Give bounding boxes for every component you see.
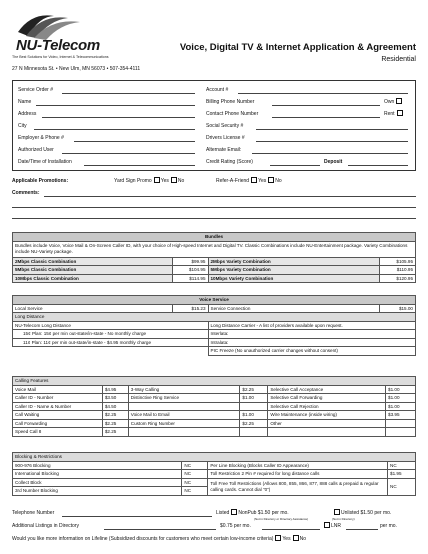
calling-feature-price	[386, 428, 416, 437]
calling-feature-name[interactable]: Other	[268, 419, 386, 428]
refer-no-checkbox[interactable]	[268, 177, 274, 183]
listed-option: Listed NonPub $1.50 per mo.	[216, 510, 289, 516]
table-row[interactable]: 5Mbps Classic Combination $104.95 5Mbps Variety Combination $110.95	[13, 266, 416, 275]
calling-feature-price: $1.00	[386, 385, 416, 394]
deposit-label: Deposit	[324, 159, 343, 165]
page-title: Voice, Digital TV & Internet Application & Agreement	[179, 42, 416, 53]
calling-feature-price	[240, 402, 268, 411]
calling-feature-name[interactable]	[128, 428, 240, 437]
table-row[interactable]	[13, 419, 416, 428]
plan-15c[interactable]: 15¢ Plan: 15¢ per min out-state/in-state - No monthly charge	[13, 330, 209, 339]
calling-feature-price: $1.00	[240, 394, 268, 403]
calling-feature-name[interactable]: Caller ID - Number	[13, 394, 103, 403]
company-address: 27 N Minnesota St. • New Ulm, MN 56073 • 507-354-4111	[12, 66, 141, 72]
install-date-label: Date/Time of Installation	[18, 159, 72, 165]
voice-service-table	[12, 295, 416, 356]
unlisted-option: Unlisted $1.50 per mo.	[332, 509, 391, 516]
calling-feature-name[interactable]: Call Forwarding	[13, 419, 103, 428]
calling-feature-price: $2.25	[240, 419, 268, 428]
logo-tagline: The Best Solutions for Video, Internet & Telecommunications	[12, 55, 109, 59]
table-row[interactable]: Local Service $15.23 Service Connection $15.00	[13, 304, 416, 313]
contact-phone-label: Contact Phone Number	[206, 111, 259, 117]
pic-freeze[interactable]: PIC Freeze (No unauthorized carrier changes without consent)	[208, 347, 415, 356]
authorized-user-label: Authorized User	[18, 147, 54, 153]
calling-feature-name[interactable]: Selective Call Acceptance	[268, 385, 386, 394]
calling-feature-name[interactable]: Custom Ring Number	[128, 419, 240, 428]
alternate-email-label: Alternate Email:	[206, 147, 242, 153]
table-row[interactable]: 900-976 Blocking NC Per Line Blocking (Blocks Caller ID Appearance) NC	[13, 461, 416, 470]
service-connection[interactable]: Service Connection	[208, 304, 380, 313]
table-row[interactable]: International Blocking NC Toll Restriction 2 Pin # required for long distance calls $1.95	[13, 470, 416, 479]
calling-feature-name[interactable]: Wire Maintenance (inside wiring)	[268, 411, 386, 420]
blocking-table	[12, 452, 416, 496]
additional-listings-label: Additional Listings in Directory	[12, 523, 79, 529]
calling-feature-name[interactable]: Distinctive Ring Service	[128, 394, 240, 403]
rent-option[interactable]: Rent	[384, 110, 404, 117]
calling-feature-name[interactable]: Voice Mail	[13, 385, 103, 394]
lnr-option: LNR	[322, 522, 341, 529]
ssn-label: Social Security #	[206, 123, 244, 129]
calling-feature-price: $3.95	[386, 411, 416, 420]
calling-features-table	[12, 376, 416, 437]
calling-feature-name[interactable]: Voice Mail to Email	[128, 411, 240, 420]
voice-service-header: Voice Service	[13, 296, 416, 305]
calling-feature-price: $3.50	[102, 394, 128, 403]
own-option[interactable]: Own	[384, 98, 403, 105]
bundles-table	[12, 232, 416, 283]
lifeline-no-checkbox[interactable]	[293, 535, 299, 541]
table-row[interactable]	[13, 402, 416, 411]
table-row[interactable]: 2Mbps Classic Combination $99.95 2Mbps Variety Combination $105.95	[13, 257, 416, 266]
calling-features-header: Calling Features	[13, 377, 416, 386]
lifeline-yes-checkbox[interactable]	[275, 535, 281, 541]
long-distance-header: Long Distance	[13, 313, 416, 322]
lnr-price: per mo.	[380, 523, 397, 529]
calling-feature-name[interactable]: 3-Way Calling	[128, 385, 240, 394]
calling-feature-name[interactable]	[128, 402, 240, 411]
calling-feature-price: $2.25	[102, 419, 128, 428]
rent-checkbox[interactable]	[397, 110, 403, 116]
table-row[interactable]: Collect Block NC Toll Free Toll Restrictions (Allows 800, 855, 866, 877, 888 calls & prepaid & regular calling cards. Cannot dial "0") NC	[13, 478, 416, 487]
calling-feature-name[interactable]: Speed Call 8	[13, 428, 103, 437]
service-order-label: Service Order #	[18, 87, 54, 93]
credit-rating-label: Credit Rating (Score)	[206, 159, 253, 165]
ld-carrier[interactable]: Long Distance Carrier - A list of providers available upon request.	[208, 321, 415, 330]
intralata-field[interactable]: Intralata:	[208, 338, 415, 347]
nonpub-note: (Not in Directory or Directory Assistance)	[254, 517, 309, 521]
calling-feature-name[interactable]	[268, 428, 386, 437]
calling-feature-price: $1.00	[240, 411, 268, 420]
unlisted-note: (Not in Directory)	[332, 517, 355, 521]
unlisted-checkbox[interactable]	[334, 509, 340, 515]
plan-11c[interactable]: 11¢ Plan: 11¢ per min out-state/in-state - $4.95 monthly charge	[13, 338, 209, 347]
nu-telecom-ld[interactable]: NU-Telecom Long Distance	[13, 321, 209, 330]
table-row[interactable]: 3rd Number Blocking NC	[13, 487, 416, 496]
table-row[interactable]: 10Mbps Classic Combination $114.95 10Mbps Variety Combination $120.95	[13, 274, 416, 283]
blocking-header: Blocking & Restrictions	[13, 453, 416, 462]
yard-yes-checkbox[interactable]	[154, 177, 160, 183]
table-row[interactable]	[13, 385, 416, 394]
lifeline-question: Would you like more information on Lifeline (Subsidized discounts for customers who meet certain low-income criteria) Yes No	[12, 536, 306, 542]
calling-feature-price: $2.25	[102, 428, 128, 437]
calling-feature-price	[240, 428, 268, 437]
table-row[interactable]	[13, 394, 416, 403]
logo-text: NU-Telecom	[16, 37, 100, 54]
yard-sign-promo: Yard Sign Promo Yes No	[114, 178, 185, 184]
calling-feature-name[interactable]: Selective Call Rejection	[268, 402, 386, 411]
bundles-description: Bundles include Voice, Voice Mail & On-Screen Caller ID, with your choice of High-speed Internet and Digital TV. Classic Combinations include NU-Entertainment package. Variety Combinations include NU-Variety package.	[13, 241, 416, 257]
additional-listings-price: $0.75 per mo.	[220, 523, 251, 529]
employer-label: Employer & Phone #	[18, 135, 64, 141]
interlata-field[interactable]: Interlata:	[208, 330, 415, 339]
calling-feature-price: $2.25	[102, 411, 128, 420]
page-subtitle: Residential	[381, 56, 416, 63]
calling-feature-name[interactable]: Selective Call Forwarding	[268, 394, 386, 403]
calling-feature-price: $2.25	[240, 385, 268, 394]
refer-yes-checkbox[interactable]	[251, 177, 257, 183]
promotions-label: Applicable Promotions:	[12, 178, 69, 184]
lnr-checkbox[interactable]	[324, 522, 330, 528]
comments-label: Comments:	[12, 190, 40, 196]
name-label: Name	[18, 99, 32, 105]
yard-no-checkbox[interactable]	[171, 177, 177, 183]
calling-feature-name[interactable]: Call Waiting	[13, 411, 103, 420]
telephone-number-label: Telephone Number	[12, 510, 55, 516]
drivers-license-label: Drivers License #	[206, 135, 245, 141]
calling-feature-price: $1.00	[386, 402, 416, 411]
refer-a-friend: Refer-A-Friend Yes No	[216, 178, 282, 184]
calling-feature-name[interactable]: Caller ID - Name & Number	[13, 402, 103, 411]
table-row[interactable]	[13, 428, 416, 437]
calling-feature-price	[386, 419, 416, 428]
bundles-header: Bundles	[13, 233, 416, 242]
billing-phone-label: Billing Phone Number	[206, 99, 255, 105]
calling-feature-price: $1.00	[386, 394, 416, 403]
logo-swoosh-icon	[14, 10, 84, 40]
city-label: City	[18, 123, 27, 129]
address-label: Address	[18, 111, 37, 117]
calling-feature-price: $4.95	[102, 385, 128, 394]
own-checkbox[interactable]	[396, 98, 402, 104]
account-label: Account #	[206, 87, 229, 93]
local-service[interactable]: Local Service	[13, 304, 173, 313]
listed-checkbox[interactable]	[231, 509, 237, 515]
table-row[interactable]	[13, 411, 416, 420]
calling-feature-price: $4.50	[102, 402, 128, 411]
